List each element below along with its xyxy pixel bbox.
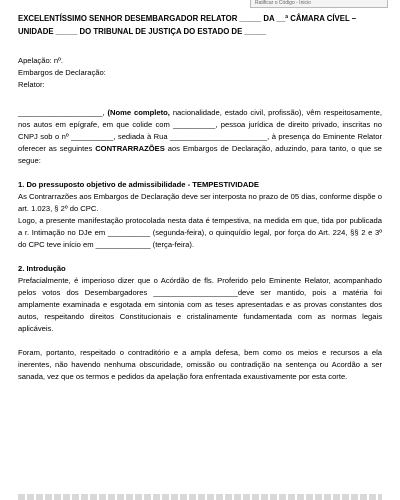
section-2-paragraph-1: Prefacialmente, é imperioso dizer que o Acórdão de fls. Proferido pelo Eminente Relator, acompanhado pelos votos dos Desembargadores ____________________deve ser mantido, pois a matéria foi amplamente examinada e esgotada em sintonia com as teses apresentadas e as provas constantes dos autos, respeitando direitos Constitucionais e cristalinamente fundamentada com as normas legais aplicáveis. xyxy=(18,276,382,333)
intro-text: nacionalidade, estado civil, profissão), vêm respeitosamente, nos autos em epígrafe, em que colide com __________, pessoa jurídica de direito privado, inscritas no CNPJ sob o nº __________, sediada à Rua _______________________, à presença do Eminente Relator oferecer as seguintes xyxy=(18,108,382,153)
case-metadata xyxy=(18,55,382,91)
section-1-title: 1. Do pressuposto objetivo de admissibilidade - TEMPESTIVIDADE xyxy=(18,180,259,189)
document-page xyxy=(18,12,382,383)
relator-line: Relator: xyxy=(18,80,45,89)
apelacao-line: Apelação: nº. xyxy=(18,56,63,65)
section-1-paragraph-2: Logo, a presente manifestação protocolada nesta data é tempestiva, na medida em que, tida por publicada a r. Intimação no DJe em __________ (segunda-feira), o quinquídio legal, por força do Art. 224, §§ 2 e 3º do CPC teve início em _____________ (terça-feira). xyxy=(18,216,382,249)
name-blank: ____________________, xyxy=(18,108,105,117)
section-1-paragraph-1: As Contrarrazões aos Embargos de Declaração deve ser interposta no prazo de 05 dias, conforme dispõe o art. 1.023, § 2º do CPC. xyxy=(18,192,382,213)
header-box: Ratificar o Código - Inicio xyxy=(250,0,388,8)
name-placeholder: (Nome completo, xyxy=(104,108,170,117)
embargos-line: Embargos de Declaração: xyxy=(18,68,106,77)
page-bottom-cut-text xyxy=(18,494,382,500)
section-2-paragraph-2: Foram, portanto, respeitado o contraditório e a ampla defesa, bem como os meios e recursos a ela inerentes, não havendo nenhuma obscuridade, omissão ou contradição na sentença ou Acordão a ser sanada, vez que os termos e pedidos da apelação fora enfrentada exaustivamente por esta corte. xyxy=(18,348,382,381)
intro-text-end: aos Embargos de Declaração, aduzindo, para tanto, o que se segue: xyxy=(18,144,382,165)
document-title: EXCELENTÍSSIMO SENHOR DESEMBARGADOR RELATOR _____ DA __ª CÂMARA CÍVEL – UNIDADE _____ DO TRIBUNAL DE JUSTIÇA DO ESTADO DE _____ xyxy=(18,14,357,36)
section-2-title: 2. Introdução xyxy=(18,264,66,273)
contrarrazoes-term: CONTRARRAZÕES xyxy=(95,144,165,153)
intro-paragraph xyxy=(18,107,382,167)
